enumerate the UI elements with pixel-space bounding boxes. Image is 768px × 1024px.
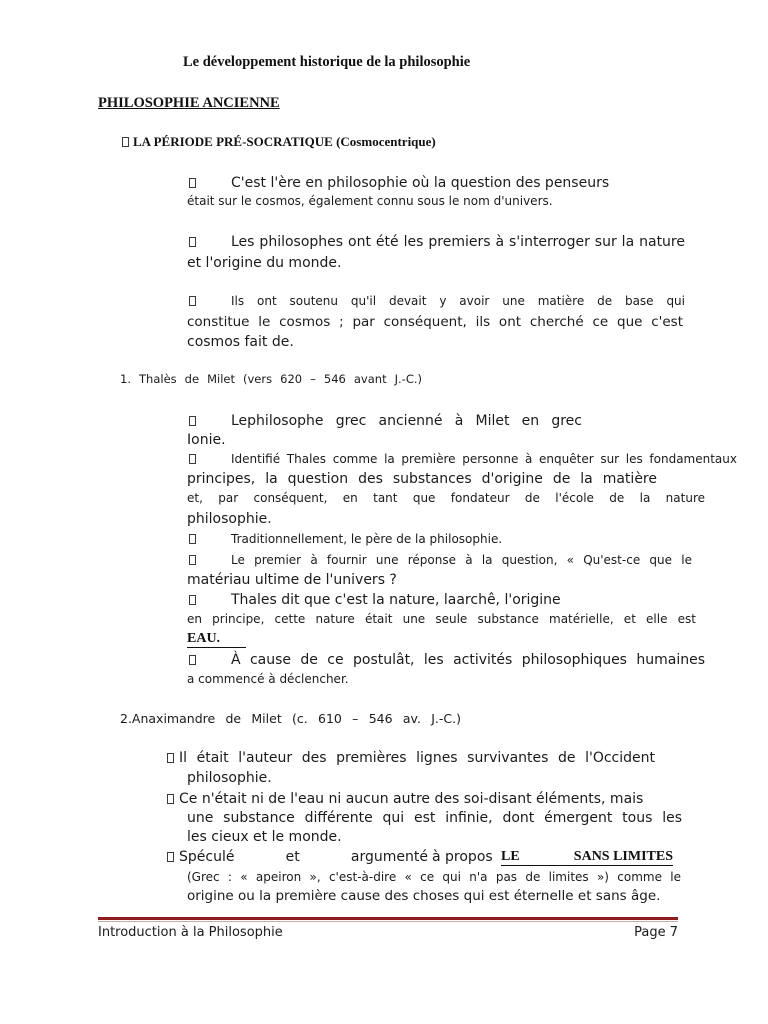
point-line: Ionie. bbox=[187, 432, 226, 448]
subsection-heading-anaximandre: 2.Anaximandre de Milet (c. 610 – 546 av. J.-C.) bbox=[120, 711, 461, 726]
point-line: Spéculé et argumenté bbox=[179, 849, 428, 865]
point-line: (Grec : « apeiron », c'est-à-dire « ce qui n'a pas de limites ») comme le bbox=[187, 870, 681, 884]
point-line: une substance différente qui est infinie, dont émergent tous les bbox=[187, 810, 682, 826]
point-line: philosophie. bbox=[187, 770, 272, 786]
term-eau: EAU. bbox=[187, 631, 246, 648]
point-line: Thales dit que c'est la nature, laarchê, l'origine bbox=[231, 592, 561, 608]
section-heading: PHILOSOPHIE ANCIENNE bbox=[98, 95, 280, 111]
term-sans-limites bbox=[501, 849, 673, 866]
bullet-icon bbox=[189, 416, 196, 426]
point-line: les cieux et le monde. bbox=[187, 829, 342, 845]
point-line: origine ou la première cause des choses qui est éternelle et sans âge. bbox=[187, 888, 661, 904]
bullet-icon bbox=[189, 534, 196, 544]
bullet-icon bbox=[122, 137, 129, 147]
point-line: et l'origine du monde. bbox=[187, 255, 342, 271]
footer-rule bbox=[98, 917, 678, 920]
point-line: philosophie. bbox=[187, 511, 272, 527]
point-line: Ils ont soutenu qu'il devait y avoir une matière de base qui bbox=[231, 294, 685, 308]
bullet-icon bbox=[167, 852, 174, 862]
point-line: À cause de ce postulât, les activités philosophiques humaines bbox=[231, 652, 705, 668]
bullet-icon bbox=[189, 454, 196, 464]
point-line: Le premier à fournir une réponse à la question, « Qu'est-ce que le bbox=[231, 553, 692, 567]
bullet-icon bbox=[167, 794, 174, 804]
point-line: Traditionnellement, le père de la philosophie. bbox=[231, 532, 503, 546]
bullet-icon bbox=[189, 296, 196, 306]
footer-title: Introduction à la Philosophie bbox=[98, 925, 283, 940]
bullet-icon bbox=[189, 178, 196, 188]
doc-title: Le développement historique de la philosophie bbox=[183, 54, 471, 70]
point-line: était sur le cosmos, également connu sous le nom d'univers. bbox=[187, 194, 553, 208]
point-line: Identifié Thales comme la première personne à enquêter sur les fondamentaux bbox=[231, 452, 737, 466]
point-line: et, par conséquent, en tant que fondateur de l'école de la nature bbox=[187, 491, 705, 505]
bullet-icon bbox=[189, 555, 196, 565]
term-limites: SANS LIMITES bbox=[573, 849, 673, 864]
footer-rule-thin bbox=[98, 921, 678, 922]
point-line: principes, la question des substances d'origine de la matière bbox=[187, 471, 657, 487]
point-line: en principe, cette nature était une seule substance matérielle, et elle est bbox=[187, 612, 696, 626]
point-line: Les philosophes ont été les premiers à s'interroger sur la nature bbox=[231, 234, 685, 250]
term-le: LE bbox=[501, 849, 520, 864]
point-line: C'est l'ère en philosophie où la question des penseurs bbox=[231, 175, 610, 191]
point-line: cosmos fait de. bbox=[187, 334, 294, 350]
point-line: Ce n'était ni de l'eau ni aucun autre des soi-disant éléments, mais bbox=[179, 791, 644, 807]
period-heading: LA PÉRIODE PRÉ-SOCRATIQUE (Cosmocentrique) bbox=[133, 134, 436, 149]
point-line: matériau ultime de l'univers ? bbox=[187, 572, 397, 588]
bullet-icon bbox=[167, 753, 174, 763]
point-line: à propos bbox=[432, 849, 493, 865]
subsection-heading-thales: 1. Thalès de Milet (vers 620 – 546 avant J.-C.) bbox=[120, 372, 422, 386]
point-line: constitue le cosmos ; par conséquent, ils ont cherché ce que c'est bbox=[187, 314, 683, 330]
page-number: Page 7 bbox=[634, 925, 678, 940]
bullet-icon bbox=[189, 595, 196, 605]
point-line: a commencé à déclencher. bbox=[187, 672, 349, 686]
point-line: Il était l'auteur des premières lignes survivantes de l'Occident bbox=[179, 750, 655, 766]
bullet-icon bbox=[189, 655, 196, 665]
point-line: Lephilosophe grec ancienné à Milet en grec bbox=[231, 413, 582, 429]
bullet-icon bbox=[189, 237, 196, 247]
